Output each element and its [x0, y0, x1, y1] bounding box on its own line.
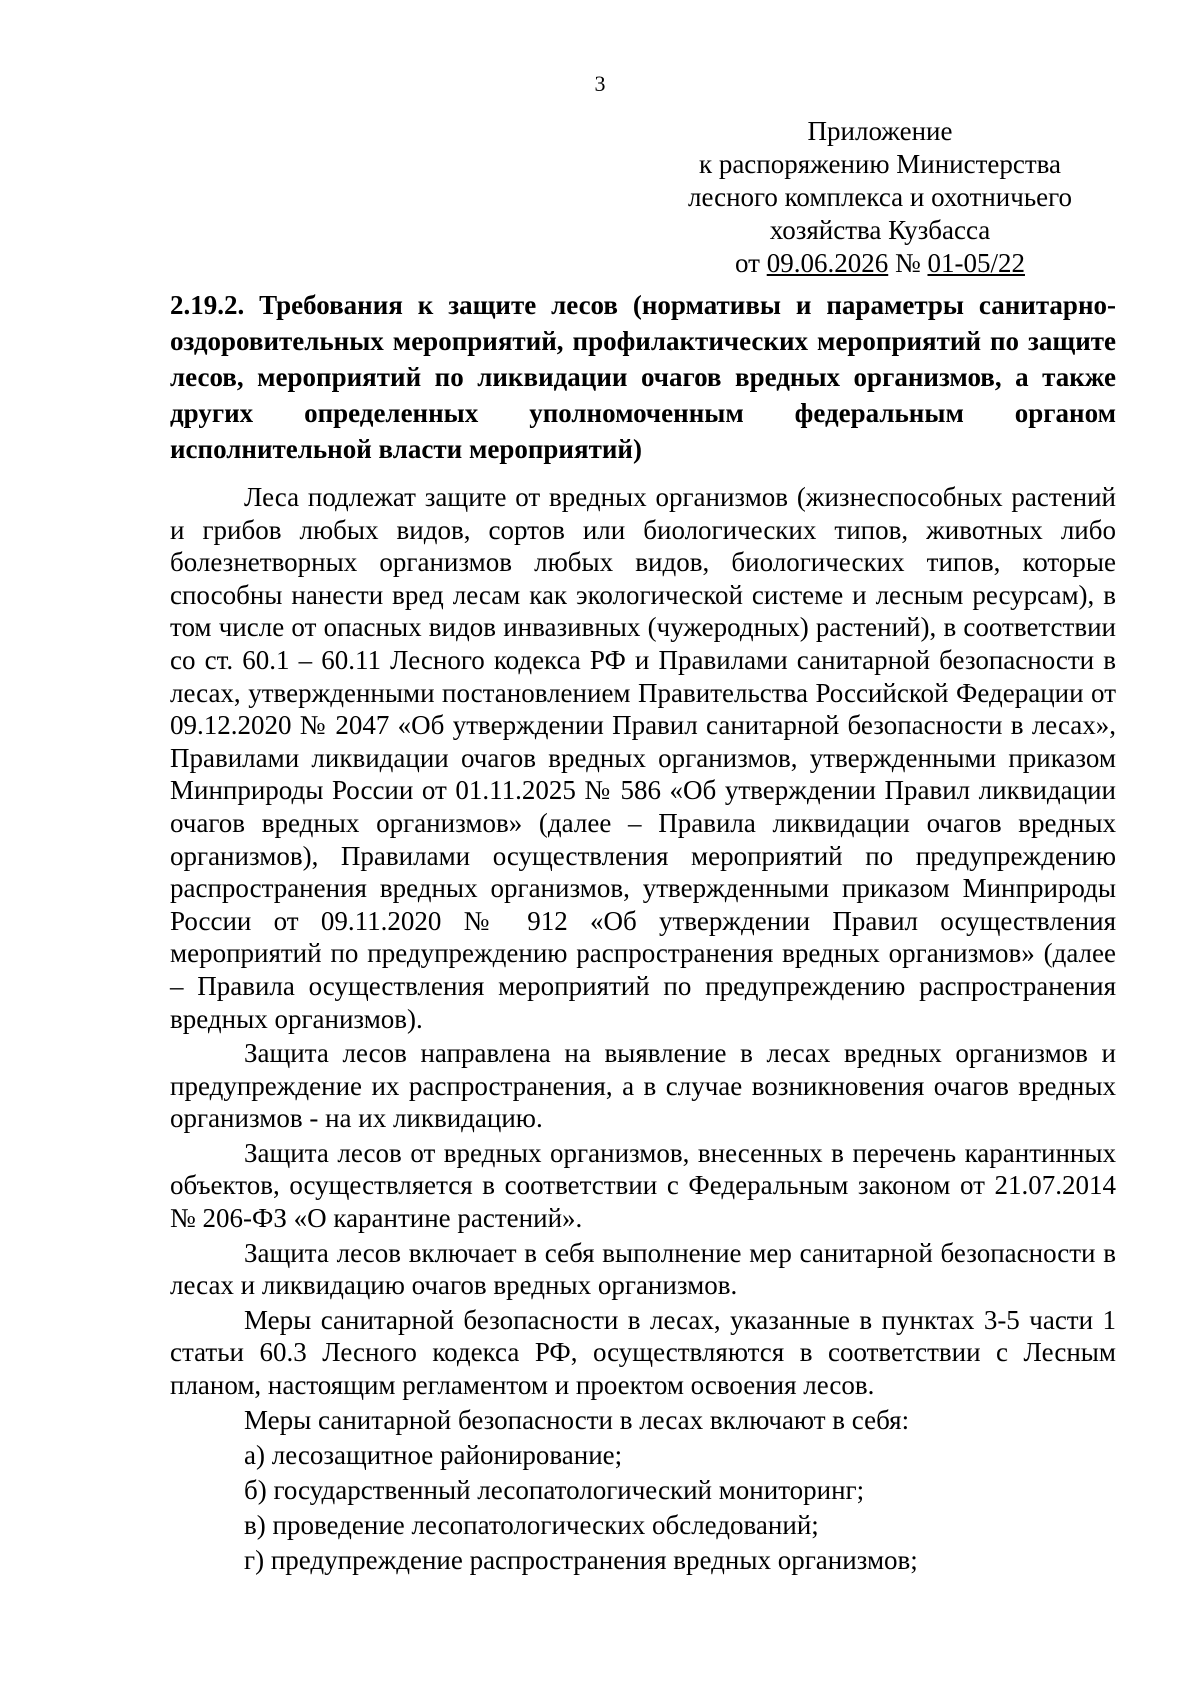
- section-heading: 2.19.2. Требования к защите лесов (нормативы и параметры санитарно-оздоровительных мероприятий, профилактических мероприятий по защите лесов, мероприятий по ликвидации очагов вредных организмов, а также других определенных уполномоченным федеральным органом исполнительной власти мероприятий): [170, 290, 1116, 464]
- appendix-line-order: к распоряжению Министерства: [698, 149, 1062, 179]
- appendix-block: [660, 115, 1100, 280]
- page-number: 3: [594, 71, 606, 96]
- list-item: г) предупреждение распространения вредных организмов;: [244, 1545, 918, 1576]
- order-number: 01-05/22: [927, 248, 1025, 278]
- measures-list: [170, 1438, 1116, 1578]
- appendix-date-line: [660, 247, 1100, 280]
- paragraph-protection-aim: Защита лесов направлена на выявление в лесах вредных организмов и предупреждение их распространения, а в случае возникновения очагов вредных организмов - на их ликвидацию.: [170, 1038, 1116, 1134]
- appendix-title: Приложение: [807, 116, 953, 146]
- order-date: 09.06.2026: [766, 248, 889, 278]
- list-item: в) проведение лесопатологических обследований;: [244, 1510, 819, 1541]
- paragraph-measures-list-intro: Меры санитарной безопасности в лесах включают в себя:: [244, 1404, 910, 1435]
- date-prefix: от: [735, 248, 767, 278]
- list-item: б) государственный лесопатологический мониторинг;: [244, 1475, 865, 1506]
- appendix-line-region: хозяйства Кузбасса: [769, 215, 991, 245]
- appendix-line-ministry: лесного комплекса и охотничьего: [687, 182, 1073, 212]
- paragraph-quarantine: Защита лесов от вредных организмов, внесенных в перечень карантинных объектов, осуществляется в соответствии с Федеральным законом от 21.07.2014 № 206-ФЗ «О карантине растений».: [170, 1137, 1116, 1234]
- paragraph-protection-basis: Леса подлежат защите от вредных организмов (жизнеспособных растений и грибов любых видов, сортов или биологических типов, животных либо болезнетворных организмов любых видов, биологических типов, которые способны нанести вред лесам как экологической системе и лесным ресурсам), в том числе от опасных видов инвазивных (чужеродных) растений), в соответствии со ст. 60.1 – 60.11 Лесного кодекса РФ и Правилами санитарной безопасности в лесах, утвержденными постановлением Правительства Российской Федерации от 09.12.2020 № 2047 «Об утверждении Правил санитарной безопасности в лесах», Правилами ликвидации очагов вредных организмов, утвержденными приказом Минприроды России от 01.11.2025 № 586 «Об утверждении Правил ликвидации очагов вредных организмов» (далее – Правила ликвидации очагов вредных организмов), Правилами осуществления мероприятий по предупреждению распространения вредных организмов, утвержденными приказом Минприроды России от 09.11.2020 № 912 «Об утверждении Правил осуществления мероприятий по предупреждению распространения вредных организмов» (далее – Правила осуществления мероприятий по предупреждению распространения вредных организмов).: [170, 482, 1116, 1034]
- document-body: [170, 287, 1116, 1578]
- paragraph-sanitary-measures: Меры санитарной безопасности в лесах, указанные в пунктах 3-5 части 1 статьи 60.3 Лесного кодекса РФ, осуществляются в соответствии с Лесным планом, настоящим регламентом и проектом освоения лесов.: [170, 1304, 1116, 1401]
- paragraph-includes: Защита лесов включает в себя выполнение мер санитарной безопасности в лесах и ликвидацию очагов вредных организмов.: [170, 1237, 1116, 1301]
- number-prefix: №: [888, 248, 928, 278]
- list-item: а) лесозащитное районирование;: [244, 1440, 623, 1471]
